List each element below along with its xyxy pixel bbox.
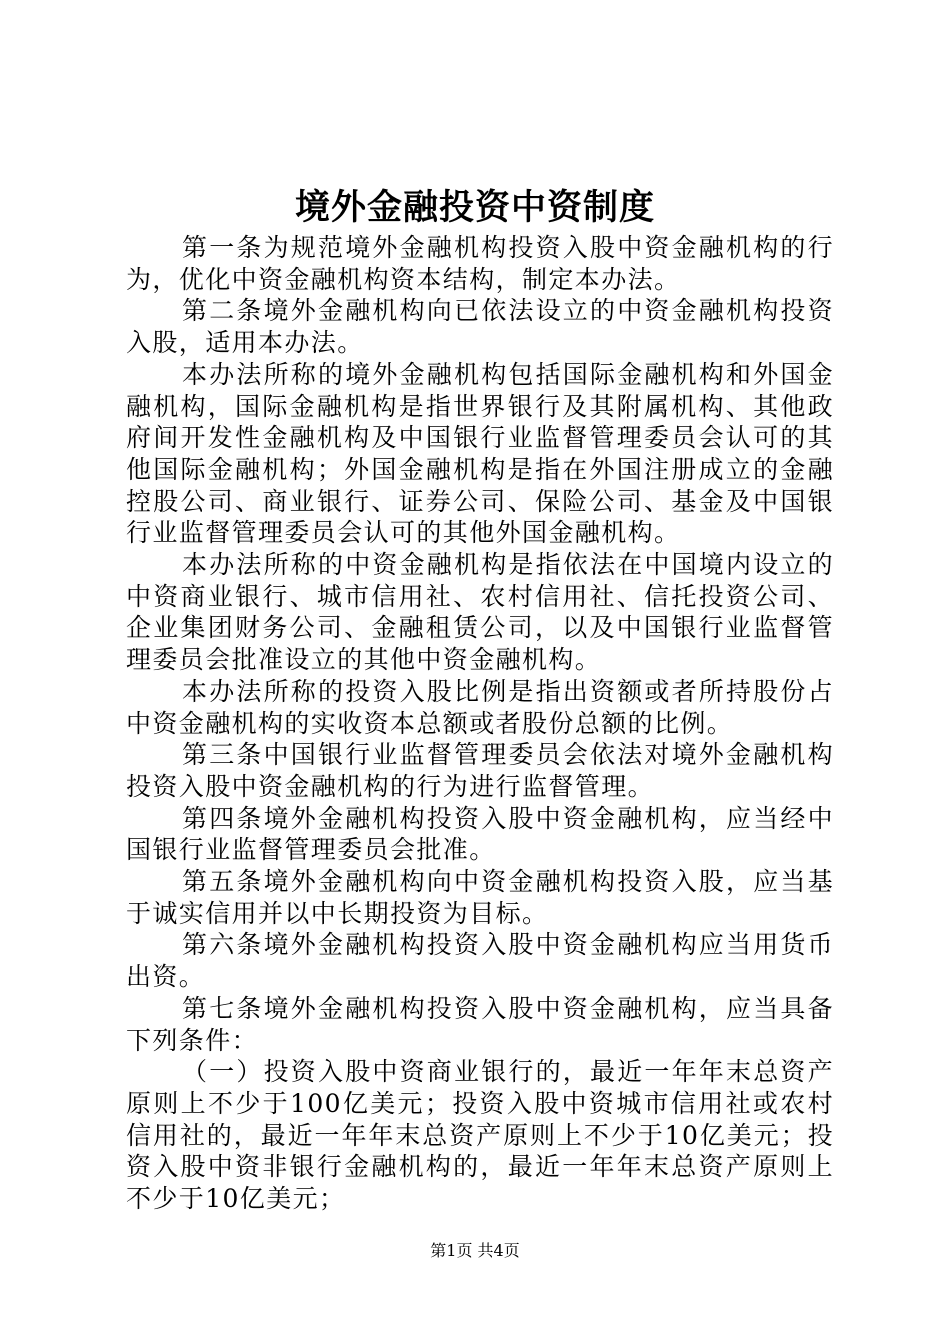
paragraph-article-3: 第三条中国银行业监督管理委员会依法对境外金融机构投资入股中资金融机构的行为进行监督管理。	[126, 740, 834, 801]
paragraph-article-1: 第一条为规范境外金融机构投资入股中资金融机构的行为，优化中资金融机构资本结构，制定本办法。	[126, 233, 834, 294]
paragraph-foreign-institution-definition: 本办法所称的境外金融机构包括国际金融机构和外国金融机构，国际金融机构是指世界银行及其附属机构、其他政府间开发性金融机构及中国银行业监督管理委员会认可的其他国际金融机构；外国金融机构是指在外国注册成立的金融控股公司、商业银行、证券公司、保险公司、基金及中国银行业监督管理委员会认可的其他外国金融机构。	[126, 359, 834, 548]
page-title: 境外金融投资中资制度	[294, 187, 655, 228]
paragraph-article-4: 第四条境外金融机构投资入股中资金融机构，应当经中国银行业监督管理委员会批准。	[126, 803, 834, 865]
paragraph-article-5: 第五条境外金融机构向中资金融机构投资入股，应当基于诚实信用并以中长期投资为目标。	[126, 867, 834, 928]
paragraph-condition-1: （一）投资入股中资商业银行的，最近一年年末总资产原则上不少于100亿美元；投资入股中资城市信用社或农村信用社的，最近一年年末总资产原则上不少于10亿美元；投资入股中资非银行金融机构的，最近一年年末总资产原则上不少于10亿美元；	[126, 1057, 834, 1214]
page-number: 第1页 共4页	[430, 1241, 520, 1260]
paragraph-article-7: 第七条境外金融机构投资入股中资金融机构，应当具备下列条件：	[126, 993, 834, 1055]
document-body	[126, 232, 834, 1215]
paragraph-article-6: 第六条境外金融机构投资入股中资金融机构应当用货币出资。	[126, 930, 834, 992]
paragraph-domestic-institution-definition: 本办法所称的中资金融机构是指依法在中国境内设立的中资商业银行、城市信用社、农村信用社、信托投资公司、企业集团财务公司、金融租赁公司，以及中国银行业监督管理委员会批准设立的其他中资金融机构。	[126, 550, 834, 675]
paragraph-ratio-definition: 本办法所称的投资入股比例是指出资额或者所持股份占中资金融机构的实收资本总额或者股份总额的比例。	[126, 676, 834, 738]
paragraph-article-2: 第二条境外金融机构向已依法设立的中资金融机构投资入股，适用本办法。	[126, 296, 834, 358]
